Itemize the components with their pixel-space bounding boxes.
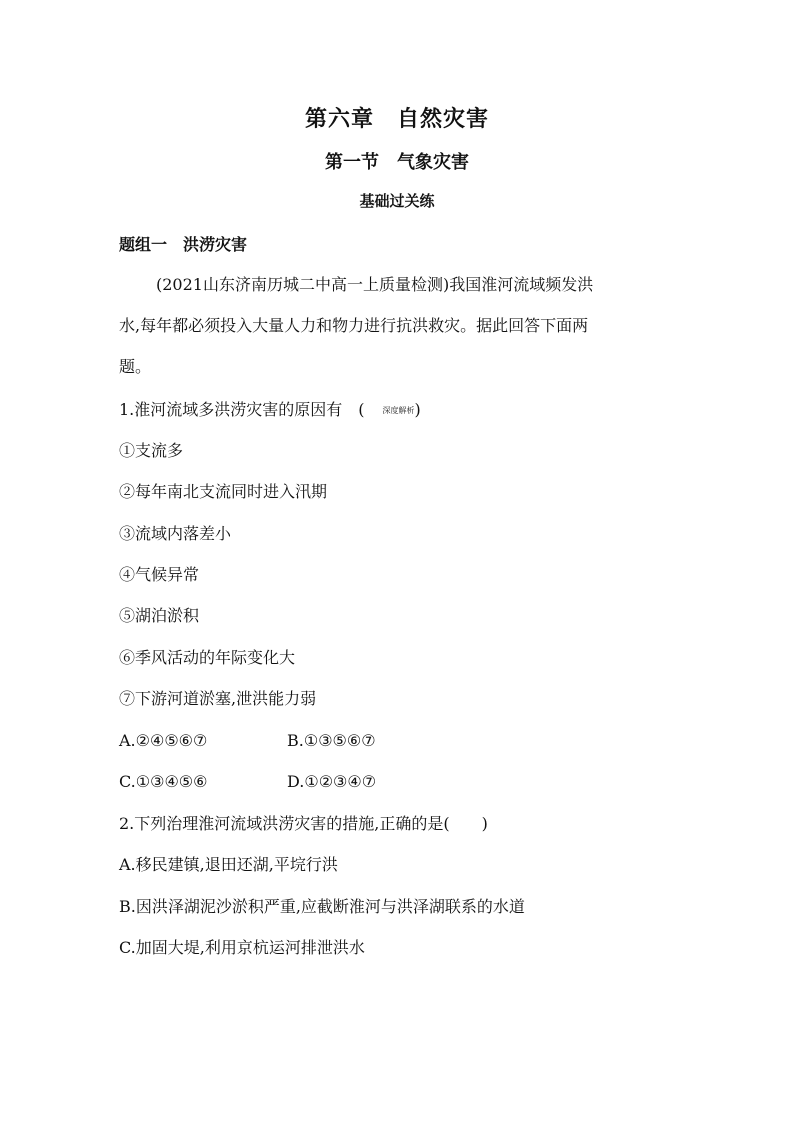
question-1-text: 1.淮河流域多洪涝灾害的原因有 ( <box>119 400 365 419</box>
question-1-stem <box>119 400 421 421</box>
q1-statement-6: ⑥季风活动的年际变化大 <box>119 648 296 667</box>
q1-option-c: C.①③④⑤⑥ <box>119 772 208 791</box>
q1-statement-7: ⑦下游河道淤塞,泄洪能力弱 <box>119 689 317 708</box>
chapter-title: 第六章 自然灾害 <box>304 106 489 132</box>
q2-option-b: B.因洪泽湖泥沙淤积严重,应截断淮河与洪泽湖联系的水道 <box>119 897 525 916</box>
q1-statement-5: ⑤湖泊淤积 <box>119 606 200 625</box>
question-2-stem: 2.下列治理淮河流域洪涝灾害的措施,正确的是( ) <box>119 814 488 833</box>
q1-option-a: A.②④⑤⑥⑦ <box>119 731 208 750</box>
intro-line-2: 水,每年都必须投入大量人力和物力进行抗洪救灾。据此回答下面两 <box>119 316 589 335</box>
question-group-title: 题组一 洪涝灾害 <box>119 235 248 254</box>
q2-option-a: A.移民建镇,退田还湖,平垸行洪 <box>119 855 338 874</box>
section-title: 第一节 气象灾害 <box>325 152 469 173</box>
intro-line-1: (2021山东济南历城二中高一上质量检测)我国淮河流域频发洪 <box>156 275 594 294</box>
q1-option-b: B.①③⑤⑥⑦ <box>287 731 376 750</box>
question-1-tag: 深度解析 <box>382 406 415 415</box>
q2-option-c: C.加固大堤,利用京杭运河排泄洪水 <box>119 938 365 957</box>
q1-statement-1: ①支流多 <box>119 441 184 460</box>
intro-line-3: 题。 <box>119 357 152 376</box>
q1-statement-2: ②每年南北支流同时进入汛期 <box>119 482 328 501</box>
question-1-close-paren: ) <box>414 400 421 419</box>
q1-statement-4: ④气候异常 <box>119 565 200 584</box>
q1-statement-3: ③流域内落差小 <box>119 524 232 543</box>
q1-option-d: D.①②③④⑦ <box>287 772 377 791</box>
exercise-subtitle: 基础过关练 <box>359 192 435 210</box>
